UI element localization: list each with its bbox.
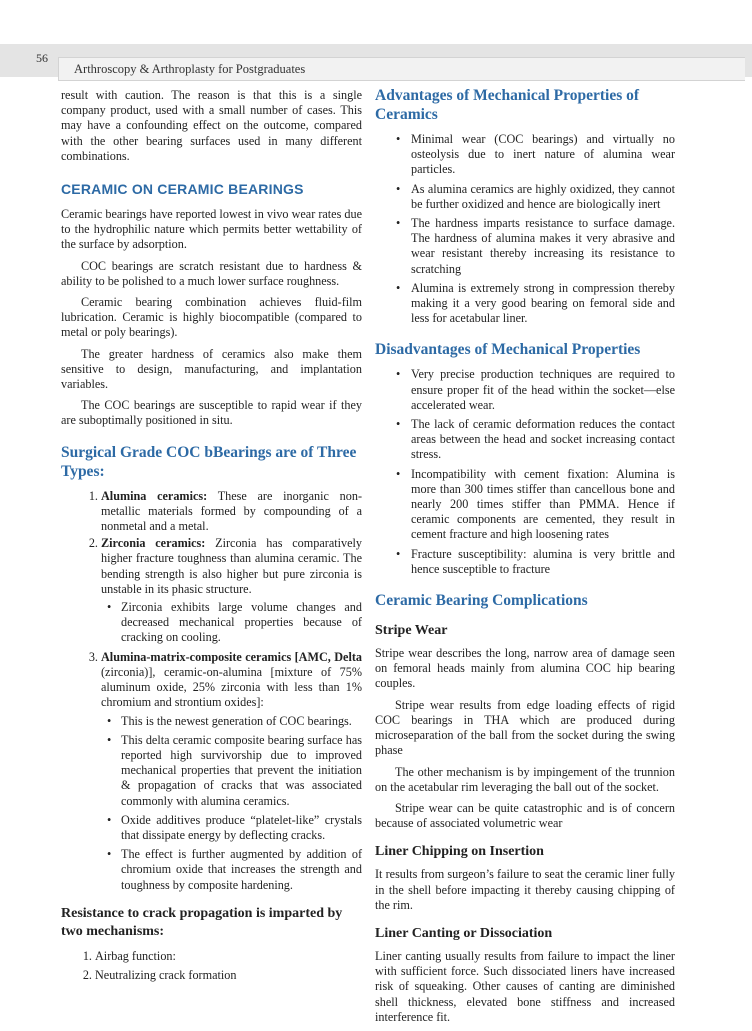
bullet-icon: • bbox=[396, 132, 401, 146]
disadvantages-list bbox=[375, 367, 675, 577]
list-item bbox=[101, 536, 362, 645]
item-text: These are inorganic non-metallic materials formed by compounding of a nonmetal and a metal. bbox=[101, 488, 363, 534]
bullet-item: • Alumina is extremely strong in compression thereby making it a very good bearing on femoral side and less for acetabular liner. bbox=[396, 280, 675, 326]
list-item bbox=[101, 650, 362, 893]
bullet-icon: • bbox=[107, 713, 112, 728]
item-lead: Alumina-matrix-composite ceramics [AMC, Delta bbox=[101, 649, 362, 664]
bullet-item: • Zirconia exhibits large volume changes and decreased mechanical properties because of cracking on cooling. bbox=[107, 600, 362, 645]
subheading-stripe-wear: Stripe Wear bbox=[375, 623, 448, 639]
page-number: 56 bbox=[36, 51, 48, 65]
subheading-liner-chipping: Liner Chipping on Insertion bbox=[375, 844, 544, 860]
mechanisms-list bbox=[61, 947, 362, 985]
item-lead: Zirconia ceramics: bbox=[101, 536, 206, 551]
paragraph: The other mechanism is by impingement of the trunnion on the acetabular rim leveraging the ball out of the socket. bbox=[375, 764, 675, 794]
bullet-item: • Minimal wear (COC bearings) and virtually no osteolysis due to inert nature of alumina wear particles. bbox=[396, 132, 675, 177]
bullet-icon: • bbox=[396, 417, 401, 432]
bullet-item: • The hardness imparts resistance to surface damage. The hardness of alumina makes it very abrasive and wear resistant thereby increasing its resistance to scratching bbox=[396, 216, 675, 276]
section-heading-disadvantages: Disadvantages of Mechanical Properties bbox=[375, 341, 641, 359]
paragraph: COC bearings are scratch resistant due to hardness & ability to be polished to a much lower surface roughness. bbox=[61, 258, 362, 288]
paragraph: Ceramic bearing combination achieves fluid-film lubrication. Ceramic is highly biocompatible (compared to metal or poly bearings). bbox=[61, 295, 362, 340]
bullet-icon: • bbox=[396, 216, 401, 231]
paragraph: Stripe wear describes the long, narrow area of damage seen on femoral heads mainly from alumina COC hip bearing couples. bbox=[375, 646, 675, 691]
section-heading-coc: CERAMIC ON CERAMIC BEARINGS bbox=[61, 181, 304, 198]
section-heading-resistance: Resistance to crack propagation is imparted by two mechanisms: bbox=[61, 905, 343, 939]
bullet-icon: • bbox=[107, 600, 112, 615]
bullet-item: • Incompatibility with cement fixation: Alumina is more than 300 times stiffer than cancellous bone and nearly 200 times stiffer than PMMA. Hence if ceramic components are cemented, they result in cement fracture and high loosening rates bbox=[396, 466, 675, 542]
item-text: Zirconia has comparatively higher fracture toughness than alumina ceramic. The bending strength is also higher but pure zirconia is unstable in its phasic structure. bbox=[101, 536, 362, 596]
bullet-icon: • bbox=[396, 546, 401, 561]
list-item: 1. Airbag function: bbox=[95, 947, 362, 966]
bullet-item: • As alumina ceramics are highly oxidized, they cannot be further oxidized and hence are biologically inert bbox=[396, 181, 675, 211]
sub-bullet-list bbox=[105, 600, 362, 646]
bullet-icon: • bbox=[107, 812, 112, 827]
list-item bbox=[101, 489, 362, 535]
bullet-icon: • bbox=[396, 466, 401, 481]
bullet-item: • The effect is further augmented by addition of chromium oxide that increases the strength and toughness by composite hardening. bbox=[107, 847, 362, 892]
paragraph: Stripe wear can be quite catastrophic and is of concern because of associated volumetric wear bbox=[375, 800, 675, 831]
item-lead: Alumina ceramics: bbox=[101, 488, 208, 503]
section-heading-types: Surgical Grade COC bBearings are of Three Types: bbox=[61, 443, 357, 480]
types-list bbox=[61, 489, 362, 893]
bullet-item: • This is the newest generation of COC bearings. bbox=[107, 713, 352, 728]
bullet-icon: • bbox=[396, 367, 401, 382]
paragraph: It results from surgeon’s failure to seat the ceramic liner fully in the shell before impacting it thereby causing chipping of the rim. bbox=[375, 867, 675, 912]
bullet-item: • This delta ceramic composite bearing surface has reported high survivorship due to improved mechanical properties that prevent the initiation & propagation of cracks that was associated commonly with alumina ceramics. bbox=[107, 732, 362, 808]
paragraph: The COC bearings are susceptible to rapid wear if they are suboptimally positioned in situ. bbox=[61, 398, 362, 428]
bullet-icon: • bbox=[107, 847, 112, 862]
paragraph: Liner canting usually results from failure to impact the liner with sufficient force. Such dissociated liners have increased risk of squeaking. Other causes of canting are diminished shell thickness, elevated bone stiffness and increased interference fit. bbox=[375, 948, 675, 1024]
section-heading-complications: Ceramic Bearing Complications bbox=[375, 592, 588, 610]
bullet-icon: • bbox=[107, 732, 112, 747]
bullet-item: • Very precise production techniques are required to ensure proper fit of the head within the socket—else accelerated wear. bbox=[396, 367, 675, 412]
paragraph: The greater hardness of ceramics also make them sensitive to design, manufacturing, and implantation variables. bbox=[61, 346, 362, 392]
paragraph: Stripe wear results from edge loading effects of rigid COC bearings in THA which are produced during microseparation of the ball from the socket during the swing phase bbox=[375, 697, 675, 758]
left-column bbox=[61, 88, 362, 985]
bullet-icon: • bbox=[396, 280, 401, 295]
list-item: 2. Neutralizing crack formation bbox=[95, 966, 362, 985]
right-column bbox=[375, 88, 675, 1031]
running-title: Arthroscopy & Arthroplasty for Postgraduates bbox=[74, 62, 306, 76]
intro-paragraph: result with caution. The reason is that this is a single company product, used with a small number of cases. This may have a confounding effect on the outcome, compared with the other bearing surfaces used in many different combinations. bbox=[61, 88, 362, 163]
bullet-icon: • bbox=[396, 181, 401, 196]
subheading-liner-canting: Liner Canting or Dissociation bbox=[375, 925, 553, 941]
bullet-item: • Fracture susceptibility: alumina is very brittle and hence susceptible to fracture bbox=[396, 546, 675, 576]
sub-bullet-list bbox=[105, 714, 362, 893]
section-heading-advantages: Advantages of Mechanical Properties of Ceramics bbox=[375, 87, 640, 123]
bullet-item: • Oxide additives produce “platelet-like” crystals that dissipate energy by deflecting cracks. bbox=[107, 812, 362, 842]
paragraph: Ceramic bearings have reported lowest in vivo wear rates due to the hydrophilic nature which permits better wettability of the surface by adsorption. bbox=[61, 207, 362, 252]
advantages-list bbox=[375, 132, 675, 326]
bullet-item: • The lack of ceramic deformation reduces the contact areas between the head and socket increasing contact stress. bbox=[396, 417, 675, 462]
item-text: (zirconia)], ceramic-on-alumina [mixture of 75% aluminum oxide, 25% zirconia with less than 1% chromium and strontium oxides]: bbox=[101, 664, 362, 710]
